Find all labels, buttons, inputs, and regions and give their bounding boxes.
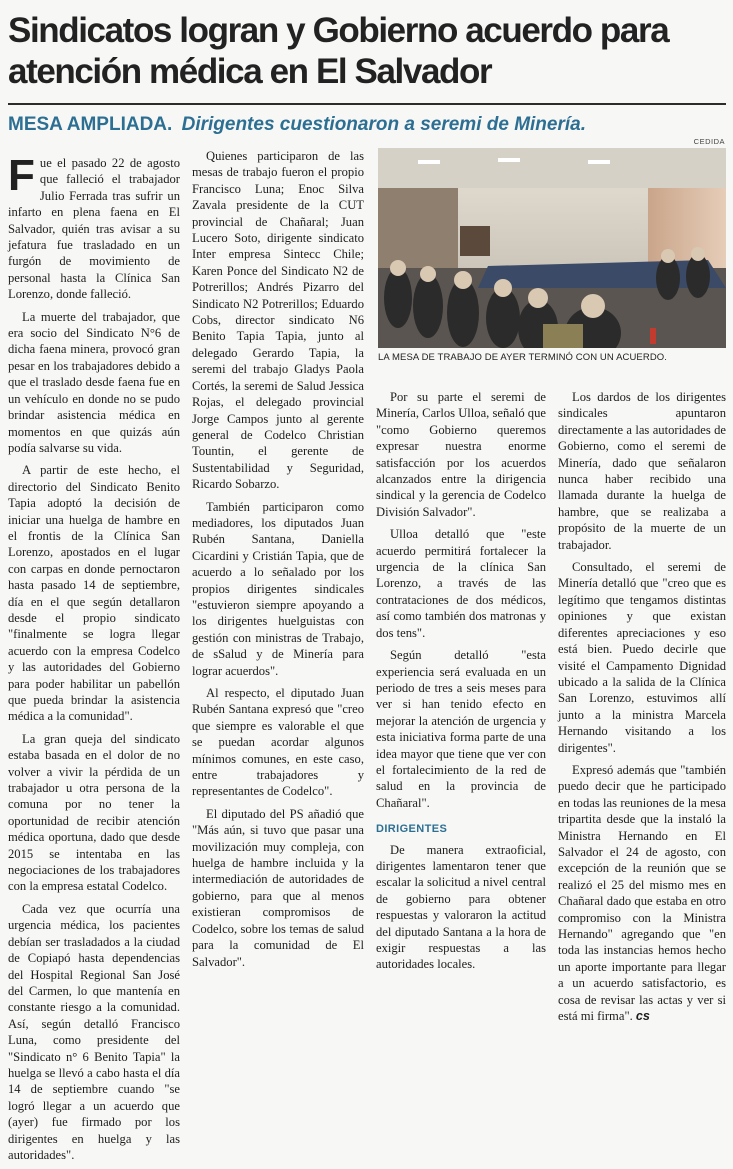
article-paragraph: Cada vez que ocurría una urgencia médica, los pacientes debían ser trasladados a la ciudad de Copiapó hasta dependencias del Hospital Regional San José del Carmen, lo que mantenía en constante riesgo a la comunidad. Así, según detalló Francisco Luna, como presidente del "Sindicato n° 6 Benito Tapia" la huelga se llevó a cabo hasta el día 14 de septiembre cuando "se logró llegar a un acuerdo que (ayer) fue firmado por los dirigentes en huelga y las autoridades".	[8, 901, 180, 1162]
deck-kicker: MESA AMPLIADA.	[8, 114, 173, 135]
article-paragraph: Fue el pasado 22 de agosto que falleció el trabajador Julio Ferrada tras sufrir un infarto en plena faena en El Salvador, quién tras avisar a su jefatura fue trasladado en un furgón de movimiento de personal hasta la Clínica San Lorenzo, donde falleció.	[8, 151, 180, 302]
article-paragraph: Al respecto, el diputado Juan Rubén Santana expresó que "creo que siempre es valorable el que se puedan acordar algunos mínimos comunes, en este caso, entre trabajadores y representantes de Codelco".	[192, 686, 364, 799]
deck	[8, 113, 726, 137]
photo-caption: LA MESA DE TRABAJO DE AYER TERMINÓ CON UN ACUERDO.	[378, 352, 668, 363]
article-paragraph: El diputado del PS añadió que "Más aún, si tuvo que pasar una movilización muy compleja, con huelga de hambre incluida y la intermediación de autoridades de gobierno, para que al menos existieran compromisos de Codelco, sobre los temas de salud para la comunidad de El Salvador".	[192, 806, 364, 969]
article-paragraph: A partir de este hecho, el directorio del Sindicato Benito Tapia adoptó la decisión de iniciar una huelga de hambre en el frontis de la Clínica San Lorenzo, apostados en el lugar con carpas en donde pernoctaron hasta pasado 14 de septiembre, día en el que según detallaron desde el propio sindicato "finalmente se logra llegar acuerdo con la empresa Codelco y las autoridades del Gobierno para poder habilitar un pabellón que pueda brindar la asistencia médica a la comunidad".	[8, 463, 180, 724]
drop-cap: F	[8, 151, 35, 200]
article-column-3	[376, 389, 546, 979]
article-column-1	[8, 151, 180, 1169]
article-paragraph: La muerte del trabajador, que era socio del Sindicato N°6 de dicha faena minera, provocó gran pesar en los trabajadores debido a que el traslado desde faena fue en un vehículo en donde no se pudo brindar asistencia médica en momentos en que quizás aún podía salvarse su vida.	[8, 309, 180, 455]
article-paragraph: Ulloa detalló que "este acuerdo permitirá fortalecer la urgencia de la clínica San Lorenzo, a través de las contrataciones de dos médicos, así como también dos matronas y dos tens".	[376, 527, 546, 640]
article-column-2	[192, 148, 364, 976]
photo-credit: CEDIDA	[693, 137, 725, 146]
article-photo	[378, 148, 726, 348]
article-paragraph: Los dardos de los dirigentes sindicales apuntaron directamente a las autoridades de Gobierno, como el seremi de Minería, dado que señalaron nunca haber recibido una llamada durante la huelga de hambre, que se realizaba a propósito de la muerte de un trabajador.	[558, 390, 726, 552]
article-paragraph: Por su parte el seremi de Minería, Carlos Ulloa, señaló que "como Gobierno queremos expresar nuestra enorme satisfacción por los acuerdos alcanzados entre la dirigencia sindical y la gerencia de Codelco División Salvador".	[376, 390, 546, 519]
article-paragraph: Expresó además que "también puedo decir que he participado en todas las reuniones de la mesa tripartita desde que la instaló la Ministra Hernando en El Salvador el 24 de agosto, con excepción de la reunión que se realizó el 25 del mismo mes en Chañaral dado que estaba en otro compromiso con la Ministra Hernando" agregando que "en toda las instancias hemos hecho un aporte importante para llegar a un acuerdo satisfactorio, es cosa de revisar las actas y ver si está mi firma". cs	[558, 762, 726, 1024]
meeting-room-illustration	[378, 148, 726, 348]
headline-rule	[8, 103, 726, 105]
section-subhead: DIRIGENTES	[376, 823, 448, 836]
deck-subtitle: Dirigentes cuestionaron a seremi de Minería.	[181, 114, 587, 135]
article-paragraph: Quienes participaron de las mesas de trabajo fueron el propio Francisco Luna; Enoc Silva Zavala presidente de la CUT provincial de Chañaral; Juan Lucero Soto, dirigente sindicato Inter empresa Sintecc Chile; Karen Ponce del Sindicato N2 de Potrerillos; Andrés Pizarro del Sindicato N2 Potrerillos; Eduardo Cobs, director sindicato N6 Benito Tapia Tapia, junto al delegado Gerardo Tapia, la seremi del trabajo Gladys Paola Cortés, la seremi de Salud Jessica Rojas, el delegado provincial Jorge Campos junto al gerente general de Codelco Christian Tountin, el gerente de Sustentabilidad y Seguridad, Ricardo Sobarzo.	[192, 149, 364, 492]
author-endmark: cs	[635, 1009, 650, 1024]
article-paragraph: Según detalló "esta experiencia será evaluada en un periodo de tres a seis meses para ver si han tenido efecto en mejorar la atención de urgencia y esta iniciativa forma parte de una idea mayor que tiene que ver con el fortalecimiento de la red de salud en la provincia de Chañaral".	[376, 648, 546, 810]
article-paragraph: La gran queja del sindicato estaba basada en el dolor de no volver a vivir la pérdida de un trabajador u otra persona de la comuna por no tener la oportunidad de recibir atención médica oportuna, dado que desde 2015 se intentaba en las negociaciones de los trabajadores con la empresa estatal Codelco.	[8, 731, 180, 894]
headline: Sindicatos logran y Gobierno acuerdo para atención médica en El Salvador	[8, 11, 669, 91]
article-paragraph: Consultado, el seremi de Minería detalló que "creo que es legítimo que tengamos distintas opiniones y que existan diferentes apreciaciones y eso está bien. Puedo decirle que visité el Campamento Dignidad ubicado a la salida de la Clínica San Lorenzo, estuvimos allí junto a la ministra Marcela Hernando visitando a los dirigentes".	[558, 560, 726, 755]
article-paragraph: De manera extraoficial, dirigentes lamentaron tener que escalar la solicitud a nivel central de gobierno para obtener respuestas y valoraron la actitud del diputado Santana a la hora de exigir respuestas a las autoridades locales.	[376, 842, 546, 972]
article-paragraph: También participaron como mediadores, los diputados Juan Rubén Santana, Daniella Cicardini y Cristián Tapia, que de acuerdo a lo señalado por los propios dirigentes sindicales "estuvieron siempre apoyando a los dirigentes huelguistas con gestión con ministras de Trabajo, de sSalud y de Minería para lograr acuerdos".	[192, 499, 364, 678]
article-column-4	[558, 389, 726, 1030]
